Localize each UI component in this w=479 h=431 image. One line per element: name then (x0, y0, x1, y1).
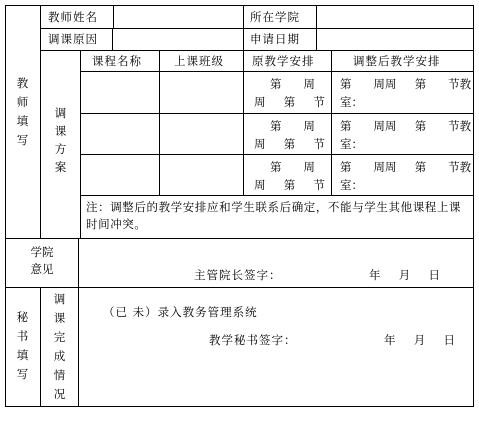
rule-col-class (159, 50, 160, 196)
school-label: 所在学院 (250, 10, 300, 24)
plan-row-2-original-week: 第 周 (270, 119, 315, 133)
entry-status-text: （已 未）录入教务管理系统 (103, 305, 258, 319)
rule-row2 (40, 50, 474, 51)
plan-row-1-original-period: 周 第 节 (254, 95, 326, 109)
form-border-right (473, 5, 474, 407)
schedule-note: 注：调整后的教学安排应和学生联系后确定，不能与学生其他课程上课时间冲突。 (86, 200, 462, 231)
form-border-bottom (5, 406, 474, 407)
rule-name-value (113, 5, 114, 29)
plan-row-1-original-week: 第 周 (270, 77, 315, 91)
header-original: 原教学安排 (252, 54, 315, 68)
form-border-top (5, 5, 474, 6)
reason-label: 调课原因 (48, 32, 98, 46)
plan-row-3-adjusted-line1: 第 周周 第 节教 (340, 160, 472, 174)
rule-plan3 (80, 195, 474, 196)
college-label-line1: 学院 (30, 245, 54, 259)
plan-row-2-adjusted-line2: 室： (340, 137, 363, 151)
plan-row-2-adjusted-line1: 第 周周 第 节教 (340, 119, 472, 133)
plan-row-3-original-week: 第 周 (270, 160, 315, 174)
rule-row1 (40, 28, 474, 29)
rule-plan-label (80, 50, 81, 239)
plan-label: 调 课 方 案 (54, 106, 67, 174)
plan-row-1-adjusted-line1: 第 周周 第 节教 (340, 77, 472, 91)
secretary-side-label: 秘 书 填 写 (16, 310, 29, 381)
rule-college-label (78, 238, 79, 288)
rule-school-value (316, 5, 317, 51)
apply-date-label: 申请日期 (250, 32, 300, 46)
rule-col-original (243, 50, 244, 196)
header-class: 上课班级 (174, 54, 224, 68)
header-adjusted: 调整后教学安排 (353, 54, 441, 68)
rule-plan2 (80, 154, 474, 155)
status-label: 调 课 完 成 情 况 (53, 292, 66, 401)
dean-signature-date: 年 月 日 (369, 268, 441, 282)
college-label-line2: 意见 (30, 262, 54, 276)
plan-row-3-adjusted-line2: 室： (340, 178, 363, 192)
college-opinion-label (24, 244, 60, 278)
rule-school-label (243, 5, 244, 51)
plan-row-2-original-period: 周 第 节 (254, 137, 326, 151)
teacher-name-label: 教师姓名 (48, 10, 98, 24)
teacher-side-label: 教 师 填 写 (16, 76, 29, 147)
header-course: 课程名称 (92, 54, 142, 68)
plan-row-1-adjusted-line2: 室： (340, 95, 363, 109)
rule-section-college (5, 238, 474, 239)
rule-section-secretary (5, 287, 474, 288)
rule-header (80, 71, 474, 72)
dean-signature-label: 主管院长签字： (194, 268, 282, 282)
rule-status-label (78, 287, 79, 407)
rule-reason-value (112, 28, 113, 51)
plan-row-3-original-period: 周 第 节 (254, 178, 326, 192)
rule-plan1 (80, 113, 474, 114)
secretary-signature-date: 年 月 日 (384, 333, 456, 347)
rule-col-adjusted (331, 50, 332, 196)
secretary-signature-label: 教学秘书签字： (209, 333, 297, 347)
